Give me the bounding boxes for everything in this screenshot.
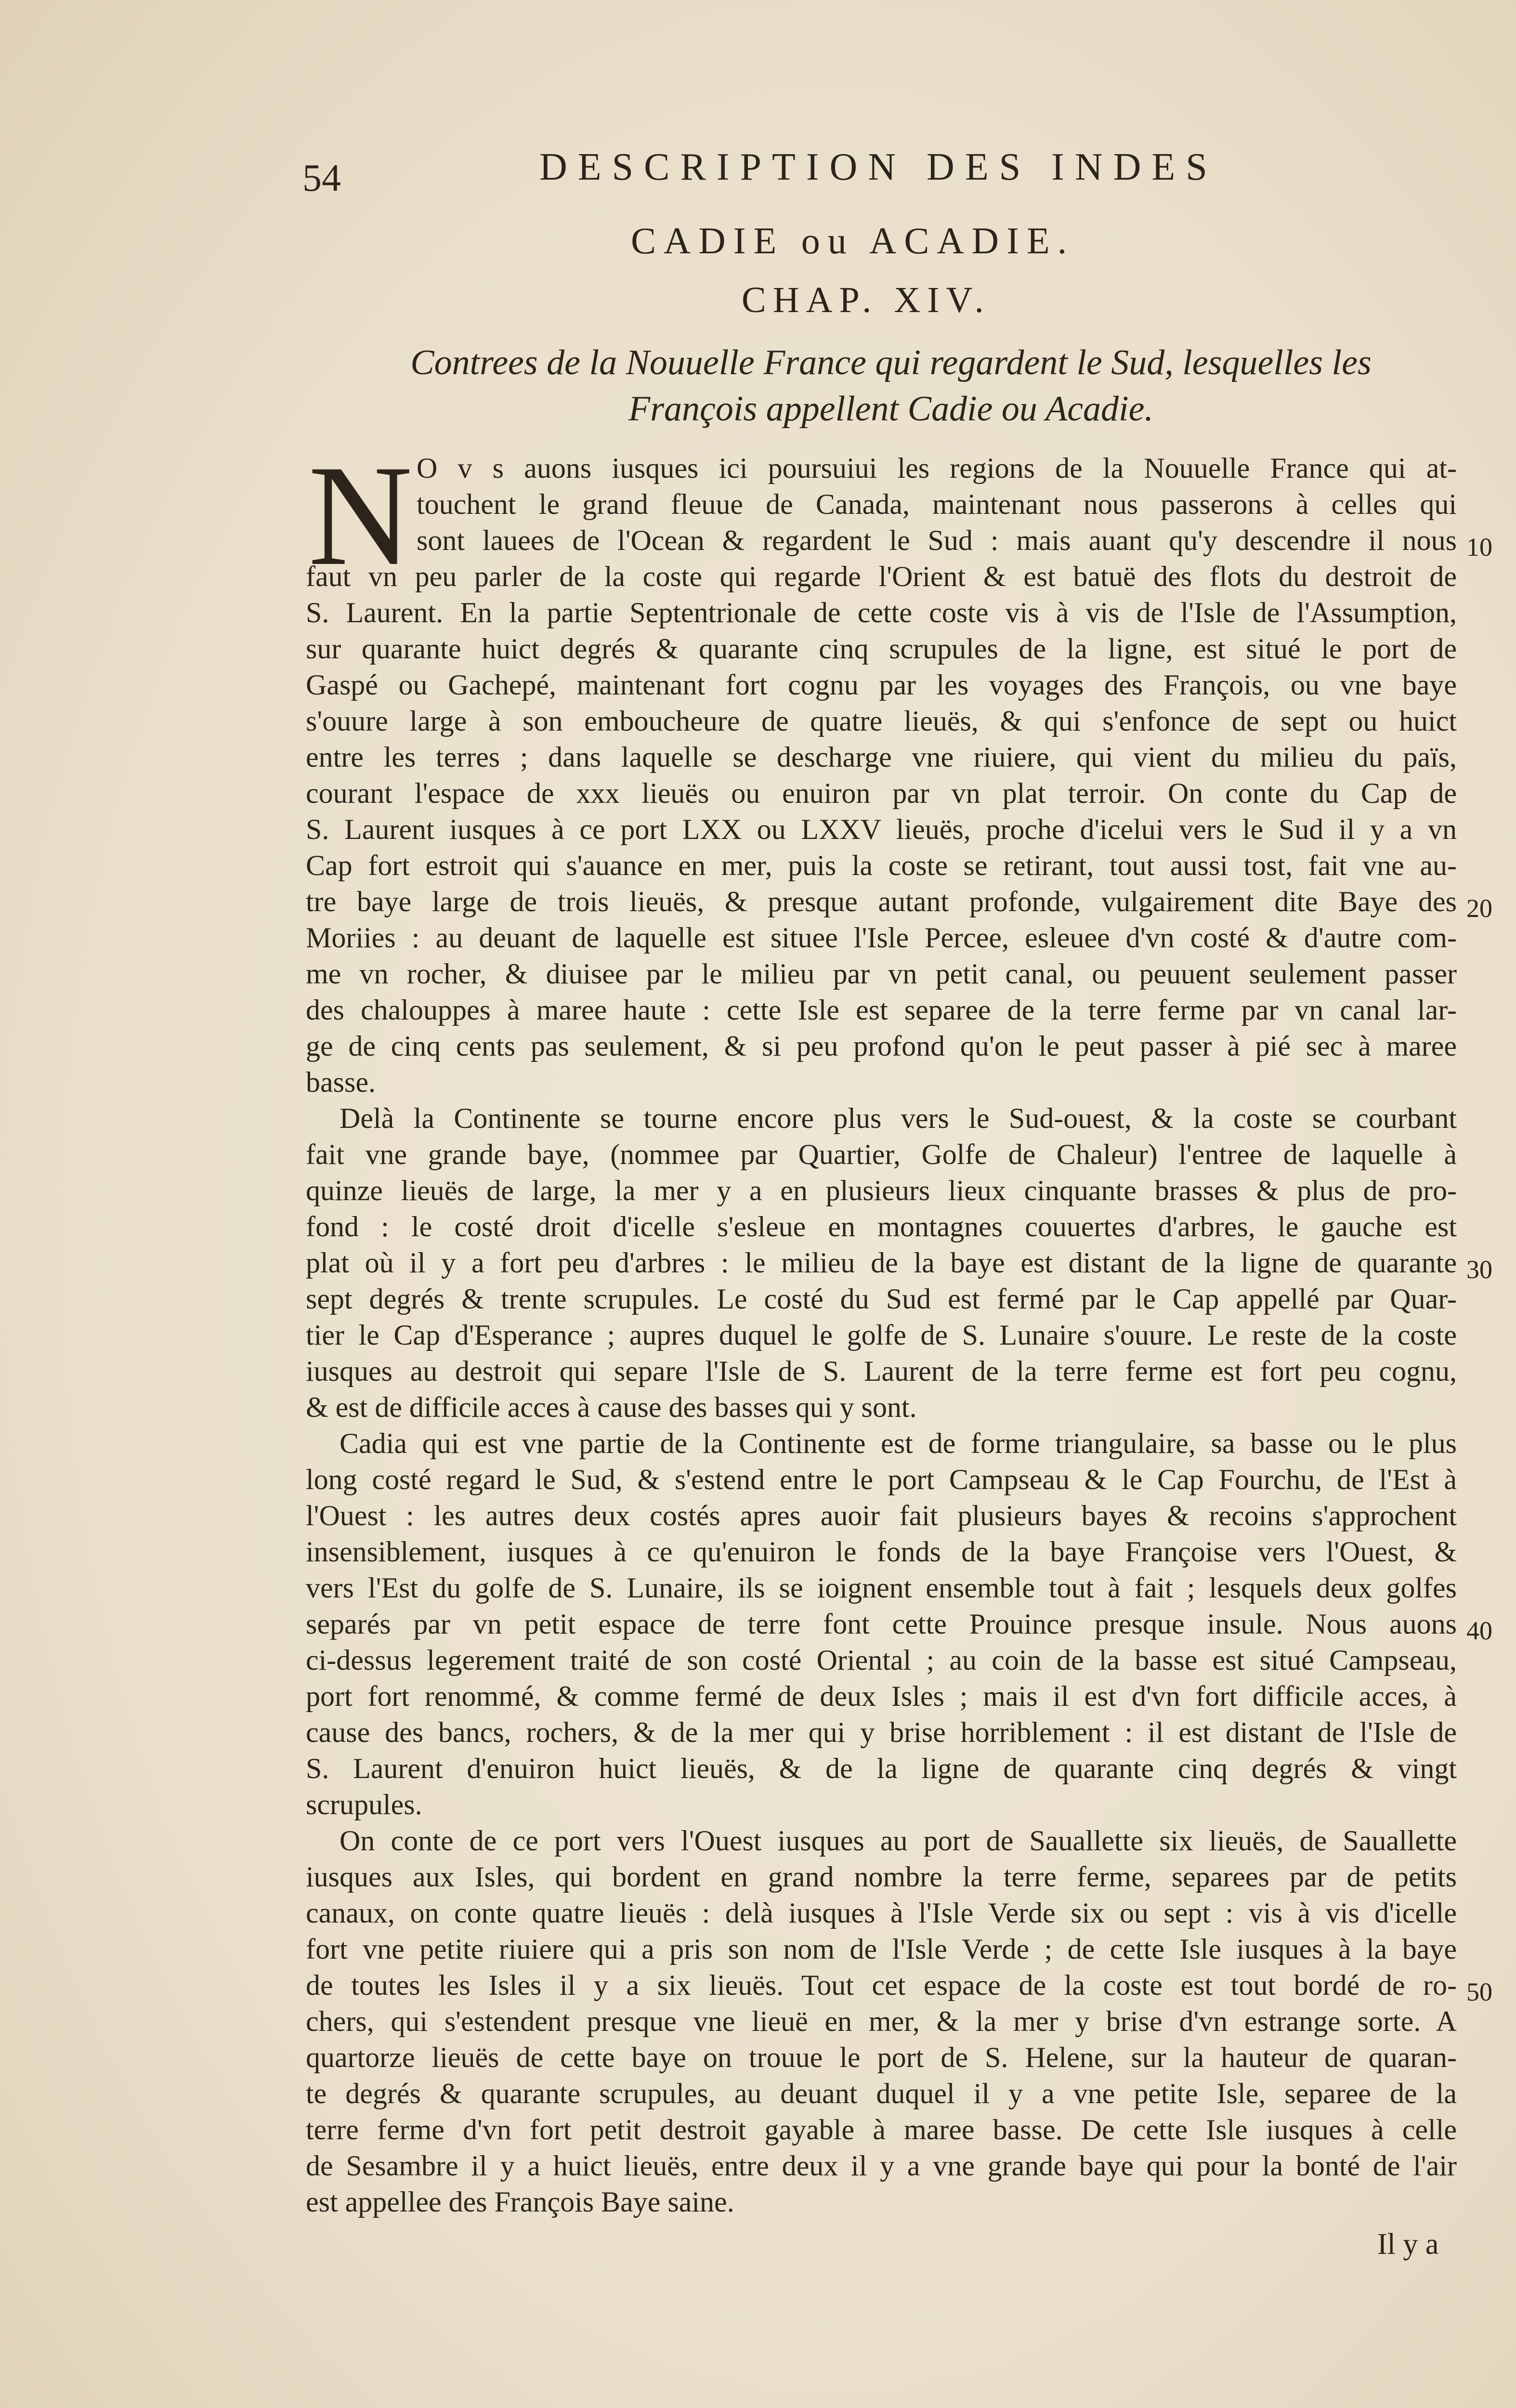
- line-number: 10: [1466, 533, 1492, 562]
- text-line: quinze lieuës de large, la mer y a en plusieurs lieux cinquante brasses & plus de pro-: [306, 1175, 1457, 1206]
- text-line: sur quarante huict degrés & quarante cinq scrupules de la ligne, est situé le port de: [306, 633, 1457, 665]
- body-text: [306, 450, 1457, 2220]
- text-line: insensiblement, iusques à ce qu'enuiron le fonds de la baye Françoise vers l'Ouest, &: [306, 1536, 1457, 1568]
- text-line: touchent le grand fleuue de Canada, maintenant nous passerons à celles qui: [417, 488, 1457, 520]
- text-line: vers l'Est du golfe de S. Lunaire, ils se ioignent ensemble tout à fait ; lesquels deux golfes: [306, 1572, 1457, 1604]
- text-line: scrupules.: [306, 1789, 422, 1820]
- text-line: chers, qui s'estendent presque vne lieuë en mer, & la mer y brise d'vn estrange sorte. A: [306, 2005, 1457, 2037]
- text-line: fort vne petite riuiere qui a pris son nom de l'Isle Verde ; de cette Isle iusques à la baye: [306, 1933, 1457, 1965]
- text-line: tier le Cap d'Esperance ; aupres duquel le golfe de S. Lunaire s'ouure. Le reste de la coste: [306, 1319, 1457, 1351]
- text-line: cause des bancs, rochers, & de la mer qui y brise horriblement : il est distant de l'Isle de: [306, 1716, 1457, 1748]
- page-number: 54: [302, 157, 341, 199]
- text-line: te degrés & quarante scrupules, au deuant duquel il y a vne petite Isle, separee de la: [306, 2078, 1457, 2109]
- chapter-title: Contrees de la Nouuelle France qui regardent le Sud, lesquelles les François appellent Cadie ou Acadie.: [410, 343, 1372, 429]
- text-line: quartorze lieuës de cette baye on trouue le port de S. Helene, sur la hauteur de quaran-: [306, 2042, 1457, 2073]
- text-line: sont lauees de l'Ocean & regardent le Sud : mais auant qu'y descendre il nous: [417, 524, 1457, 556]
- text-line: S. Laurent d'enuiron huict lieuës, & de la ligne de quarante cinq degrés & vingt: [306, 1753, 1457, 1784]
- section-heading: CADIE ou ACADIE.: [631, 220, 1075, 262]
- text-line: iusques aux Isles, qui bordent en grand nombre la terre ferme, separees par de petits: [306, 1861, 1457, 1893]
- text-line: est appellee des François Baye saine.: [306, 2186, 734, 2218]
- text-line: iusques au destroit qui separe l'Isle de S. Laurent de la terre ferme est fort peu cognu,: [306, 1355, 1457, 1387]
- text-line: Cap fort estroit qui s'auance en mer, puis la coste se retirant, tout aussi tost, fait vne au-: [306, 850, 1457, 881]
- text-line: separés par vn petit espace de terre font cette Prouince presque insule. Nous auons: [306, 1608, 1457, 1640]
- running-head: DESCRIPTION DES INDES: [539, 146, 1218, 188]
- text-line: s'ouure large à son emboucheure de quatre lieuës, & qui s'enfonce de sept ou huict: [306, 705, 1457, 737]
- line-number: 50: [1466, 1977, 1492, 2006]
- text-line: basse.: [306, 1066, 376, 1098]
- text-line: me vn rocher, & diuisee par le milieu par vn petit canal, ou peuuent seulement passer: [306, 958, 1457, 990]
- text-line: l'Ouest : les autres deux costés apres auoir fait plusieurs bayes & recoins s'approchent: [306, 1500, 1457, 1531]
- text-line: S. Laurent iusques à ce port LXX ou LXXV lieuës, proche d'icelui vers le Sud il y a vn: [306, 813, 1457, 845]
- text-line: tre baye large de trois lieuës, & presque autant profonde, vulgairement dite Baye des: [306, 886, 1457, 917]
- text-line: de Sesambre il y a huict lieuës, entre deux il y a vne grande baye qui pour la bonté de l'air: [306, 2150, 1457, 2182]
- line-number: 40: [1466, 1616, 1492, 1645]
- text-line: faut vn peu parler de la coste qui regarde l'Orient & est batuë des flots du destroit de: [306, 561, 1457, 592]
- line-number: 20: [1466, 894, 1492, 923]
- text-line: Cadia qui est vne partie de la Continente est de forme triangulaire, sa basse ou le plus: [340, 1427, 1457, 1459]
- text-line: & est de difficile acces à cause des basses qui y sont.: [306, 1391, 917, 1423]
- text-line: terre ferme d'vn fort petit destroit gayable à maree basse. De cette Isle iusques à celle: [306, 2114, 1457, 2146]
- chapter-label: CHAP. XIV.: [742, 280, 991, 320]
- text-line: sept degrés & trente scrupules. Le costé du Sud est fermé par le Cap appellé par Quar-: [306, 1283, 1457, 1315]
- text-line: long costé regard le Sud, & s'estend entre le port Campseau & le Cap Fourchu, de l'Est à: [306, 1464, 1457, 1495]
- line-number: 30: [1466, 1255, 1492, 1284]
- text-line: des chalouppes à maree haute : cette Isle est separee de la terre ferme par vn canal lar-: [306, 994, 1457, 1026]
- text-line: courant l'espace de xxx lieuës ou enuiron par vn plat terroir. On conte du Cap de: [306, 777, 1457, 809]
- catchword: Il y a: [1377, 2228, 1439, 2261]
- text-line: entre les terres ; dans laquelle se descharge vne riuiere, qui vient du milieu du païs,: [306, 741, 1457, 773]
- text-line: canaux, on conte quatre lieuës : delà iusques à l'Isle Verde six ou sept : vis à vis d'icelle: [306, 1897, 1457, 1929]
- text-line: O v s auons iusques ici poursuiui les regions de la Nouuelle France qui at-: [417, 452, 1457, 484]
- text-line: port fort renommé, & comme fermé de deux Isles ; mais il est d'vn fort difficile acces, à: [306, 1680, 1457, 1712]
- drop-cap: N: [308, 435, 413, 595]
- text-line: plat où il y a fort peu d'arbres : le milieu de la baye est distant de la ligne de quarante: [306, 1247, 1457, 1279]
- text-line: ci-dessus legerement traité de son costé Oriental ; au coin de la basse est situé Campseau,: [306, 1644, 1457, 1676]
- text-line: Delà la Continente se tourne encore plus vers le Sud-ouest, & la coste se courbant: [340, 1102, 1457, 1134]
- text-line: fond : le costé droit d'icelle s'esleue en montagnes couuertes d'arbres, le gauche est: [306, 1211, 1457, 1243]
- text-line: S. Laurent. En la partie Septentrionale de cette coste vis à vis de l'Isle de l'Assumption,: [306, 597, 1457, 628]
- text-line: On conte de ce port vers l'Ouest iusques au port de Sauallette six lieuës, de Sauallette: [340, 1825, 1457, 1857]
- text-line: ge de cinq cents pas seulement, & si peu profond qu'on le peut passer à pié sec à maree: [306, 1030, 1457, 1062]
- text-line: Moriies : au deuant de laquelle est situee l'Isle Percee, esleuee d'vn costé & d'autre com-: [306, 922, 1457, 954]
- text-line: fait vne grande baye, (nommee par Quartier, Golfe de Chaleur) l'entree de laquelle à: [306, 1139, 1457, 1170]
- text-line: de toutes les Isles il y a six lieuës. Tout cet espace de la coste est tout bordé de ro-: [306, 1969, 1457, 2001]
- text-line: Gaspé ou Gachepé, maintenant fort cognu par les voyages des François, ou vne baye: [306, 669, 1457, 701]
